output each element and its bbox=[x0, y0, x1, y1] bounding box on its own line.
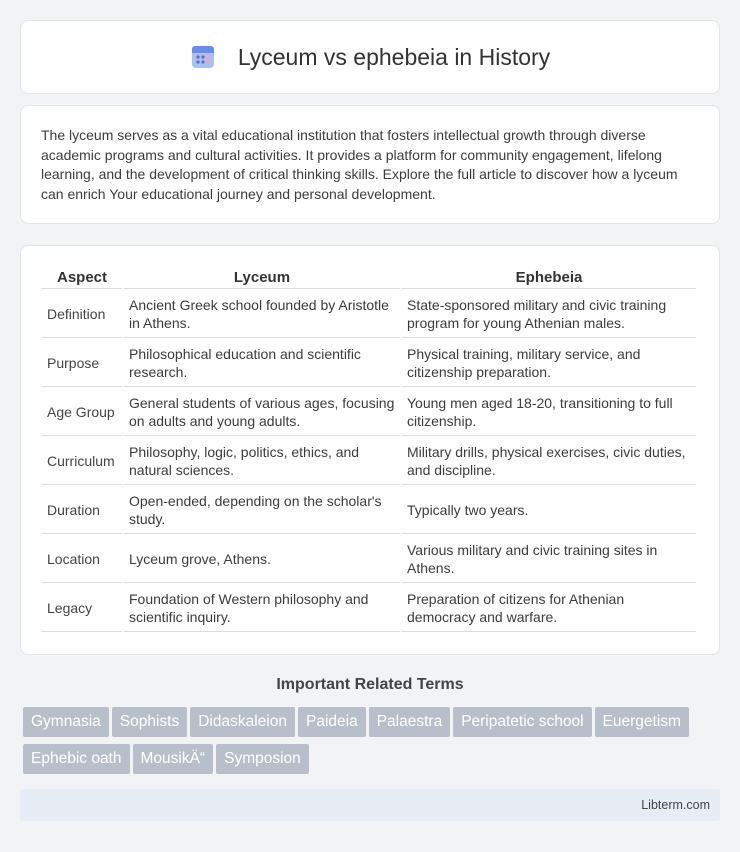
lyceum-cell: General students of various ages, focusing on adults and young adults. bbox=[124, 389, 400, 436]
intro-card bbox=[20, 105, 720, 224]
aspect-cell: Legacy bbox=[42, 585, 122, 632]
comparison-table-card bbox=[20, 245, 720, 655]
related-term-tag[interactable]: Palaestra bbox=[369, 707, 450, 737]
table-row bbox=[42, 438, 696, 485]
related-term-tag[interactable]: Ephebic oath bbox=[23, 744, 130, 774]
table-header-row bbox=[42, 267, 696, 289]
related-term-tag[interactable]: Sophists bbox=[112, 707, 187, 737]
ephebeia-cell: State-sponsored military and civic training program for young Athenian males. bbox=[402, 291, 696, 338]
ephebeia-cell: Young men aged 18-20, transitioning to full citizenship. bbox=[402, 389, 696, 436]
related-term-tag[interactable]: Paideia bbox=[298, 707, 366, 737]
table-row bbox=[42, 389, 696, 436]
aspect-cell: Age Group bbox=[42, 389, 122, 436]
aspect-cell: Curriculum bbox=[42, 438, 122, 485]
lyceum-cell: Open-ended, depending on the scholar's study. bbox=[124, 487, 400, 534]
aspect-cell: Definition bbox=[42, 291, 122, 338]
footer-site-link[interactable]: Libterm.com bbox=[641, 798, 710, 812]
related-term-tag[interactable]: Didaskaleion bbox=[190, 707, 295, 737]
lyceum-cell: Foundation of Western philosophy and scientific inquiry. bbox=[124, 585, 400, 632]
ephebeia-cell: Preparation of citizens for Athenian democracy and warfare. bbox=[402, 585, 696, 632]
table-row bbox=[42, 585, 696, 632]
column-header-ephebeia: Ephebeia bbox=[402, 267, 696, 289]
column-header-lyceum: Lyceum bbox=[124, 267, 400, 289]
related-terms-title: Important Related Terms bbox=[276, 676, 464, 693]
table-row bbox=[42, 487, 696, 534]
related-terms-list bbox=[23, 707, 723, 781]
related-term-tag[interactable]: Peripatetic school bbox=[453, 707, 591, 737]
comparison-table bbox=[40, 265, 698, 634]
aspect-cell: Purpose bbox=[42, 340, 122, 387]
page-title: Lyceum vs ephebeia in History bbox=[237, 43, 551, 70]
table-row bbox=[42, 536, 696, 583]
related-term-tag[interactable]: Symposion bbox=[216, 744, 309, 774]
lyceum-cell: Ancient Greek school founded by Aristotle in Athens. bbox=[124, 291, 400, 338]
lyceum-cell: Lyceum grove, Athens. bbox=[124, 536, 400, 583]
column-header-aspect: Aspect bbox=[42, 267, 122, 289]
lyceum-cell: Philosophy, logic, politics, ethics, and natural sciences. bbox=[124, 438, 400, 485]
related-term-tag[interactable]: Gymnasia bbox=[23, 707, 109, 737]
aspect-cell: Duration bbox=[42, 487, 122, 534]
header bbox=[190, 44, 550, 71]
table-row bbox=[42, 340, 696, 387]
related-term-tag[interactable]: MousikÄ“ bbox=[133, 744, 214, 774]
aspect-cell: Location bbox=[42, 536, 122, 583]
lyceum-cell: Philosophical education and scientific research. bbox=[124, 340, 400, 387]
ephebeia-cell: Typically two years. bbox=[402, 487, 696, 534]
header-card bbox=[20, 20, 720, 94]
intro-text: The lyceum serves as a vital educational institution that fosters intellectual growth through diverse academic programs and cultural activities. It provides a platform for community engagement, lifelong learning, and the development of critical thinking skills. Explore the full article to discover how a lyceum can enrich Your educational journey and personal development. bbox=[41, 127, 678, 202]
related-term-tag[interactable]: Euergetism bbox=[595, 707, 689, 737]
calculator-icon bbox=[190, 44, 216, 70]
table-row bbox=[42, 291, 696, 338]
footer bbox=[20, 789, 720, 821]
ephebeia-cell: Various military and civic training sites in Athens. bbox=[402, 536, 696, 583]
ephebeia-cell: Military drills, physical exercises, civic duties, and discipline. bbox=[402, 438, 696, 485]
ephebeia-cell: Physical training, military service, and citizenship preparation. bbox=[402, 340, 696, 387]
